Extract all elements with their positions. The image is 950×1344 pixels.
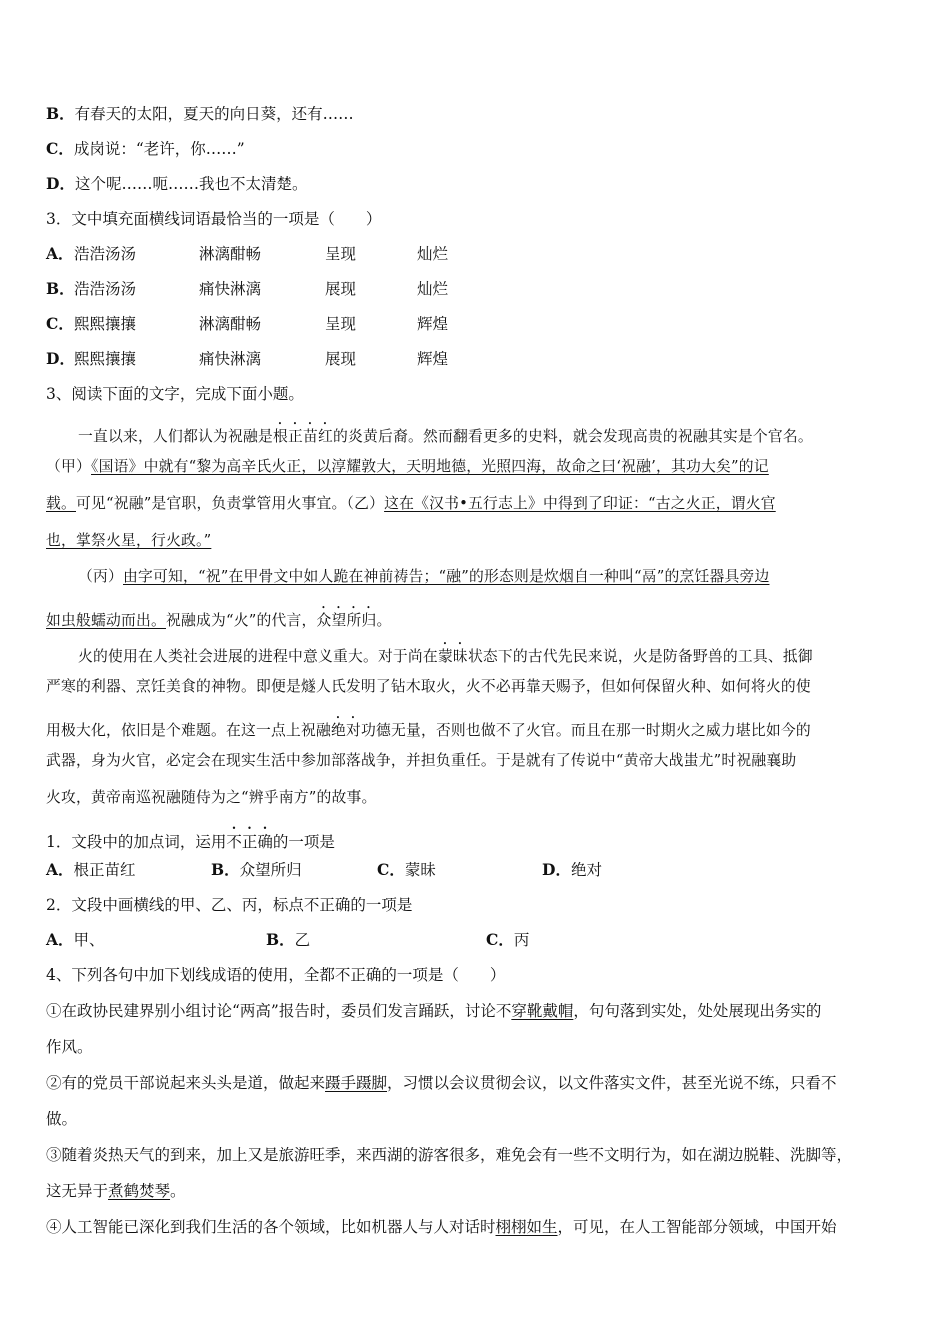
word-2: 淋漓酣畅 xyxy=(199,245,262,263)
dotted-word: 蒙昧 xyxy=(437,648,468,665)
option-a: A．甲、 xyxy=(46,930,105,949)
passage-text: 状态下的古代先民来说，火是防备野兽的工具、抵御 xyxy=(467,648,813,665)
word-2: 痛快淋漓 xyxy=(199,350,262,368)
passage-text: 一直以来，人们都认为祝融是 xyxy=(78,428,273,445)
dotted-word: 不正确 xyxy=(226,833,273,851)
q4-sentence-2: ②有的党员干部说起来头头是道，做起来蹑手蹑脚，习惯以会议贯彻会议，以文件落实文件，甚至光说不练，只看不 xyxy=(46,1074,837,1092)
option-letter: D． xyxy=(46,349,75,368)
option-b xyxy=(46,104,910,124)
passage-text: 用极大化，依旧是个难题。在这一点上祝融 xyxy=(46,722,331,739)
q3-option-d xyxy=(46,349,910,369)
word-1: 熙熙攘攘 xyxy=(74,350,137,368)
option-c xyxy=(46,139,910,159)
word-4: 辉煌 xyxy=(417,315,449,333)
passage-line xyxy=(46,457,910,477)
passage-line: 火攻，黄帝南巡祝融随侍为之“辨乎南方”的故事。 xyxy=(46,789,377,806)
question-3-stem: 3．文中填充面横线词语最恰当的一项是（ ） xyxy=(46,210,382,228)
dotted-word: 众望所归 xyxy=(316,612,377,629)
stem-text: 1．文段中的加点词，运用 xyxy=(46,833,227,851)
option-letter: B． xyxy=(46,279,75,298)
option-c: C．蒙昧 xyxy=(377,860,436,879)
word-2: 痛快淋漓 xyxy=(199,280,262,298)
underlined-idiom: 穿靴戴帽 xyxy=(511,1002,574,1020)
passage-line xyxy=(46,714,910,741)
option-c: C．丙 xyxy=(486,930,530,949)
underlined-text: 这在《汉书•五行志上》中得到了印证：“古之火正，谓火官 xyxy=(384,495,776,512)
word-2: 淋漓酣畅 xyxy=(199,315,262,333)
q4-sentence-4: ④人工智能已深化到我们生活的各个领域，比如机器人与人对话时栩栩如生，可见，在人工智能部分领域，中国开始 xyxy=(46,1218,837,1236)
option-letter: D． xyxy=(46,174,75,193)
underlined-idiom: 煮鹤焚琴 xyxy=(108,1182,171,1200)
word-4: 灿烂 xyxy=(417,280,449,298)
passage-line xyxy=(78,640,910,667)
passage-line xyxy=(78,420,910,447)
option-letter: A． xyxy=(46,244,74,263)
passage-text: 功德无量，否则也做不了火官。而且在那一时期火之威力堪比如今的 xyxy=(360,722,811,739)
option-letter: C． xyxy=(46,139,74,158)
q3-option-b xyxy=(46,279,910,299)
underlined-text: 也，掌祭火星，行火政。” xyxy=(46,532,212,549)
word-1: 熙熙攘攘 xyxy=(74,315,137,333)
word-3: 展现 xyxy=(325,350,357,368)
underlined-idiom: 蹑手蹑脚 xyxy=(325,1074,388,1092)
q4-sentence-1: ①在政协民建界别小组讨论“两高”报告时，委员们发言踊跃，讨论不穿靴戴帽，句句落到实处，处处展现出务实的 xyxy=(46,1002,822,1020)
sub-question-1-options xyxy=(46,860,910,880)
option-text: 成岗说：“老许，你……” xyxy=(73,140,245,158)
option-b: B．众望所归 xyxy=(211,860,302,879)
word-3: 呈现 xyxy=(325,245,357,263)
dotted-word: 根正苗红 xyxy=(272,428,333,445)
passage-text: 可见“祝融”是官职，负责掌管用火事宜。（乙） xyxy=(76,495,385,512)
option-letter: B． xyxy=(46,104,75,123)
option-b: B．乙 xyxy=(266,930,311,949)
passage-text: （甲） xyxy=(46,458,91,475)
underlined-text: 载。 xyxy=(46,495,76,512)
underlined-text: 由字可知，“祝”在甲骨文中如人跪在神前祷告；“融”的形态则是炊烟自一种叫“鬲”的烹饪器具旁边 xyxy=(123,568,770,585)
word-1: 浩浩汤汤 xyxy=(74,280,137,298)
word-4: 辉煌 xyxy=(417,350,449,368)
word-3: 展现 xyxy=(325,280,357,298)
passage-text: （丙） xyxy=(78,568,123,585)
sub-question-1-stem xyxy=(46,824,910,852)
passage-line: 武器，身为火官，必定会在现实生活中参加部落战争，并担负重任。于是就有了传说中“黄帝大战蚩尤”时祝融襄助 xyxy=(46,752,797,769)
option-a: A．根正苗红 xyxy=(46,860,136,879)
q3-option-a xyxy=(46,244,910,264)
passage-line xyxy=(46,494,910,514)
dotted-word: 绝对 xyxy=(330,722,361,739)
passage-line xyxy=(46,531,910,551)
q4-sentence-2-cont: 做。 xyxy=(46,1110,78,1128)
option-text: 这个呢……呃……我也不太清楚。 xyxy=(74,175,308,193)
q3-option-c xyxy=(46,314,910,334)
passage-text: 的炎黄后裔。然而翻看更多的史料，就会发现高贵的祝融其实是个官名。 xyxy=(332,428,813,445)
q4-sentence-3-cont: 这无异于煮鹤焚琴。 xyxy=(46,1182,186,1200)
word-1: 浩浩汤汤 xyxy=(74,245,137,263)
passage-text: 火的使用在人类社会进展的进程中意义重大。对于尚在 xyxy=(78,648,438,665)
passage-line xyxy=(78,567,910,587)
underlined-idiom: 栩栩如生 xyxy=(495,1218,558,1236)
sub-question-2-options xyxy=(46,930,910,950)
question-4-stem: 4、下列各句中加下划线成语的使用，全都不正确的一项是（ ） xyxy=(46,966,506,984)
section-3-heading: 3、阅读下面的文字，完成下面小题。 xyxy=(46,385,304,403)
option-d: D．绝对 xyxy=(542,860,602,879)
option-letter: C． xyxy=(46,314,74,333)
passage-line: 严寒的利器、烹饪美食的神物。即便是燧人氏发明了钻木取火，火不必再靠天赐予，但如何保留火种、如何将火的使 xyxy=(46,678,811,695)
sub-question-2-stem: 2．文段中画横线的甲、乙、丙，标点不正确的一项是 xyxy=(46,896,413,914)
underlined-text: 如虫般蠕动而出。 xyxy=(46,612,166,629)
passage-text: 。 xyxy=(376,612,392,629)
option-text: 有春天的太阳，夏天的向日葵，还有…… xyxy=(74,105,354,123)
passage-text: 祝融成为“火”的代言， xyxy=(165,612,317,629)
stem-text: 的一项是 xyxy=(272,833,335,851)
q4-sentence-1-cont: 作风。 xyxy=(46,1038,93,1056)
q4-sentence-3: ③随着炎热天气的到来，加上又是旅游旺季，来西湖的游客很多，难免会有一些不文明行为，如在湖边脱鞋、洗脚等， xyxy=(46,1146,853,1164)
option-d xyxy=(46,174,910,194)
passage-line xyxy=(46,604,910,631)
word-3: 呈现 xyxy=(325,315,357,333)
underlined-text: 《国语》中就有“黎为高辛氏火正，以淳耀敦大，天明地德，光照四海，故命之曰‘祝融’，其功大矣”的记 xyxy=(91,458,769,475)
word-4: 灿烂 xyxy=(417,245,449,263)
